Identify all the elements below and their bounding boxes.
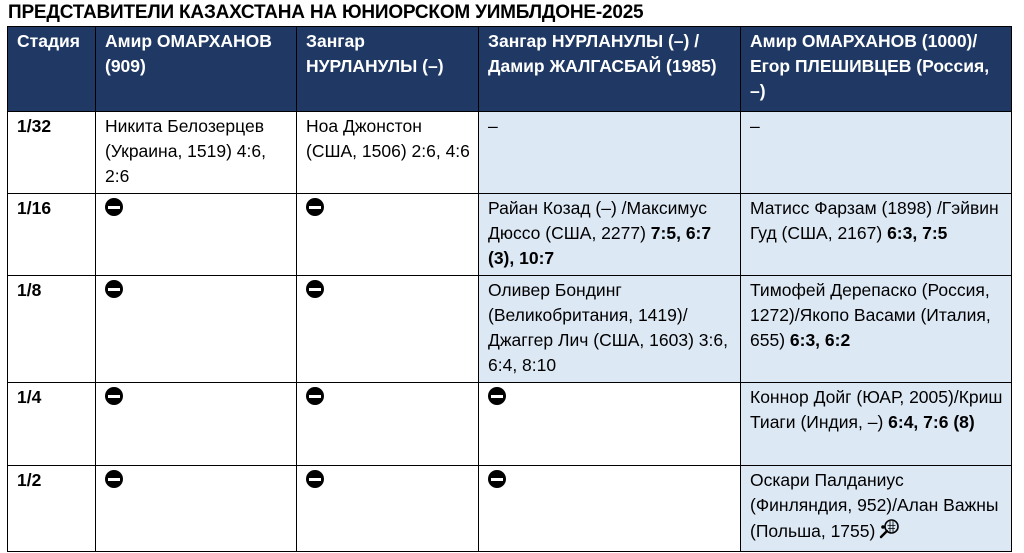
result-cell	[741, 276, 1012, 383]
header-stage: Стадия	[8, 27, 96, 112]
stage-cell: 1/8	[8, 276, 96, 383]
table-row	[8, 466, 1012, 552]
match-text: Оскари Палданиус (Финляндия, 952)/Алан Важны (Польша, 1755)	[750, 470, 999, 541]
header-doubles-1: Зангар НУРЛАНУЛЫ (–) /Дамир ЖАЛГАСБАЙ (1985)	[479, 27, 741, 112]
eliminated-icon	[306, 470, 324, 488]
result-cell	[741, 194, 1012, 276]
eliminated-icon	[306, 198, 324, 216]
eliminated-icon	[488, 387, 506, 405]
eliminated-cell	[297, 194, 479, 276]
match-score: 6:3, 7:5	[887, 223, 948, 243]
table-row	[8, 383, 1012, 466]
match-text: Коннор Дойг (ЮАР, 2005)/Криш Тиаги (Индия, –)	[750, 387, 1003, 432]
result-cell: Никита Белозерцев (Украина, 1519) 4:6, 2:6	[96, 112, 297, 194]
eliminated-icon	[105, 280, 123, 298]
match-score: 6:4, 7:6 (8)	[888, 412, 975, 432]
page-title: ПРЕДСТАВИТЕЛИ КАЗАХСТАНА НА ЮНИОРСКОМ УИМБЛДОНЕ-2025	[8, 2, 644, 23]
header-player-2: Зангар НУРЛАНУЛЫ (–)	[297, 27, 479, 112]
header-row	[8, 27, 1012, 112]
table-row	[8, 276, 1012, 383]
eliminated-cell	[96, 383, 297, 466]
match-text: Матисс Фарзам (1898) /Гэйвин Гуд (США, 2167)	[750, 198, 999, 243]
results-table	[7, 26, 1012, 552]
eliminated-cell	[297, 276, 479, 383]
header-doubles-2: Амир ОМАРХАНОВ (1000)/Егор ПЛЕШИВЦЕВ (Россия, –)	[741, 27, 1012, 112]
result-cell: Оливер Бондинг (Великобритания, 1419)/Джаггер Лич (США, 1603) 3:6, 6:4, 8:10	[479, 276, 741, 383]
match-text: Тимофей Дерепаско (Россия, 1272)/Якопо Васами (Италия, 655)	[750, 280, 991, 350]
result-cell	[479, 194, 741, 276]
stage-cell: 1/16	[8, 194, 96, 276]
eliminated-cell	[96, 194, 297, 276]
result-cell	[741, 383, 1012, 466]
result-cell: –	[741, 112, 1012, 194]
stage-cell: 1/4	[8, 383, 96, 466]
eliminated-cell	[479, 466, 741, 552]
eliminated-cell	[297, 466, 479, 552]
eliminated-icon	[488, 470, 506, 488]
stage-cell: 1/2	[8, 466, 96, 552]
eliminated-cell	[96, 276, 297, 383]
eliminated-icon	[105, 198, 123, 216]
match-score: 7:5, 6:7 (3), 10:7	[488, 223, 712, 268]
match-score: 6:3, 6:2	[789, 330, 851, 350]
eliminated-cell	[96, 466, 297, 552]
eliminated-cell	[479, 383, 741, 466]
result-cell: Ноа Джонстон (США, 1506) 2:6, 4:6	[297, 112, 479, 194]
result-cell	[741, 466, 1012, 552]
table-row	[8, 194, 1012, 276]
eliminated-icon	[105, 470, 123, 488]
result-cell: –	[479, 112, 741, 194]
eliminated-cell	[297, 383, 479, 466]
eliminated-icon	[306, 387, 324, 405]
tennis-racket-icon	[878, 518, 900, 547]
eliminated-icon	[105, 387, 123, 405]
match-text: Райан Козад (–) /Максимус Дюссо (США, 2277)	[488, 198, 707, 243]
eliminated-icon	[306, 280, 324, 298]
stage-cell: 1/32	[8, 112, 96, 194]
table-row	[8, 112, 1012, 194]
header-player-1: Амир ОМАРХАНОВ (909)	[96, 27, 297, 112]
